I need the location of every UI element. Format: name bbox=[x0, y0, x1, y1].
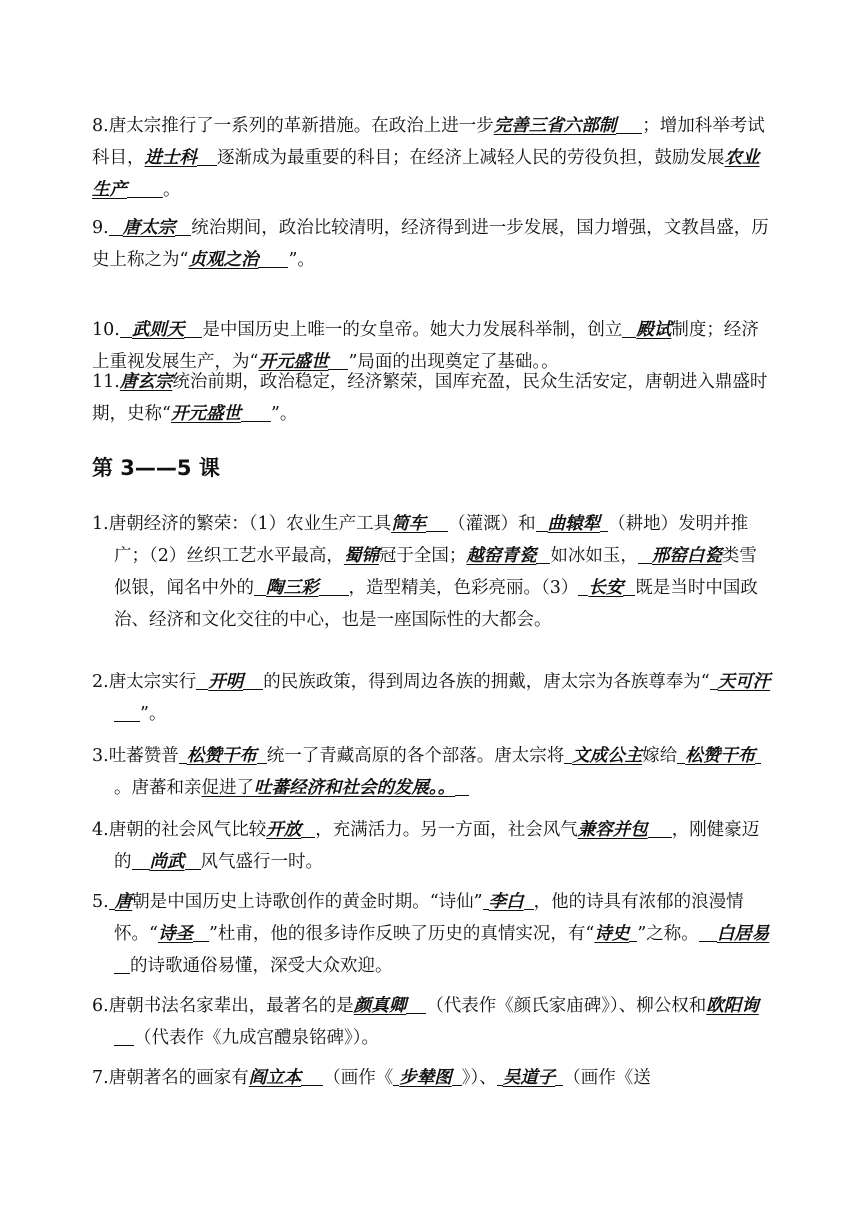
answer: 武则天 bbox=[131, 320, 185, 340]
answer: 李白 bbox=[488, 892, 524, 912]
answer: 吴道子 bbox=[502, 1068, 556, 1088]
section-heading: 第 3——5 课 bbox=[92, 456, 220, 480]
answer: 曲辕犁 bbox=[547, 514, 601, 534]
answer: 邢窑白瓷 bbox=[651, 546, 722, 566]
answer: 越窑青瓷 bbox=[466, 546, 537, 566]
answer: 蜀锦 bbox=[343, 546, 379, 566]
answer: 诗圣 bbox=[157, 924, 193, 944]
answer: 松赞干布 bbox=[685, 746, 756, 766]
answer: 兼容并包 bbox=[577, 820, 648, 840]
question-5: 5. 唐朝是中国历史上诗歌创作的黄金时期。“诗仙” 李白 ，他的诗具有浓郁的浪漫情怀。“诗圣 ”杜甫，他的很多诗作反映了历史的真情实况，有“诗史 ”之称。 白居易的诗歌通俗易懂，深受大众欢迎。 bbox=[92, 892, 770, 976]
question-1: 1.唐朝经济的繁荣：（1）农业生产工具筒车 （灌溉）和 曲辕犁 （耕地）发明并推广；（2）丝织工艺水平最高，蜀锦冠于全国；越窑青瓷 如冰如玉， 邢窑白瓷类雪似银，闻名中外的 陶三彩 ，造型精美，色彩亮丽。（3） 长安 既是当时中国政治、经济和文化交往的中心，也是一座国际性的大都会。 bbox=[92, 514, 758, 630]
answer: 长安 bbox=[588, 578, 624, 598]
answer: 进士科 bbox=[144, 148, 197, 168]
answer: 天可汗 bbox=[717, 672, 771, 692]
answer: 完善三省六部制 bbox=[493, 116, 617, 136]
answer: 唐玄宗 bbox=[119, 372, 173, 392]
answer: 贞观之治 bbox=[188, 250, 259, 270]
answer: 开放 bbox=[266, 820, 302, 840]
question-7: 7.唐朝著名的画家有阎立本 （画作《 步辇图 》）、 吴道子 （画作《送 bbox=[92, 1068, 651, 1088]
question-4: 4.唐朝的社会风气比较开放 ，充满活力。另一方面，社会风气兼容并包 ，刚健豪迈的 尚武 风气盛行一时。 bbox=[92, 820, 760, 872]
answer: 筒车 bbox=[391, 514, 427, 534]
question-3: 3.吐蕃赞普 松赞干布 统一了青藏高原的各个部落。唐太宗将 文成公主嫁给 松赞干布。唐蕃和亲促进了吐蕃经济和社会的发展。。 bbox=[92, 740, 772, 804]
answer: 欧阳询 bbox=[706, 996, 759, 1016]
answer: 开元盛世 bbox=[258, 352, 329, 372]
question-11: 11.唐玄宗统治前期，政治稳定，经济繁荣，国库充盈，民众生活安定，唐朝进入鼎盛时期，史称“开元盛世 ”。 bbox=[92, 372, 768, 424]
answer: 唐太宗 bbox=[122, 218, 176, 238]
answer: 步辇图 bbox=[399, 1068, 452, 1088]
question-10: 10. 武则天 是中国历史上唯一的女皇帝。她大力发展科举制，创立 殿试制度；经济上重视发展生产，为“开元盛世 ”局面的出现奠定了基础。。 bbox=[92, 320, 759, 372]
answer: 殿试 bbox=[636, 320, 672, 340]
answer: 农业生产 bbox=[92, 148, 760, 200]
answer: 开元盛世 bbox=[170, 404, 241, 424]
answer: 阎立本 bbox=[248, 1068, 302, 1088]
answer: 诗史 bbox=[594, 924, 630, 944]
answer: 陶三彩 bbox=[266, 578, 319, 598]
answer: 唐 bbox=[114, 892, 133, 912]
question-6: 6.唐朝书法名家辈出，最著名的是颜真卿 （代表作《颜氏家庙碑》）、柳公权和欧阳询（代表作《九成宫醴泉铭碑》）。 bbox=[92, 996, 759, 1048]
answer: 白居易 bbox=[716, 924, 770, 944]
answer: 尚武 bbox=[149, 852, 185, 872]
question-8: 8.唐太宗推行了一系列的革新措施。在政治上进一步完善三省六部制 ；增加科举考试科目，进士科 逐渐成为最重要的科目；在经济上减轻人民的劳役负担，鼓励发展农业生产 。 bbox=[92, 116, 765, 200]
answer: 颜真卿 bbox=[353, 996, 407, 1016]
answer: 吐蕃经济和社会的发展。。 bbox=[254, 778, 456, 798]
question-2: 2.唐太宗实行 开明 的民族政策，得到周边各族的拥戴，唐太宗为各族尊奉为“ 天可汗”。 bbox=[92, 672, 771, 724]
answer: 开明 bbox=[208, 672, 244, 692]
question-9: 9. 唐太宗 统治期间，政治比较清明，经济得到进一步发展，国力增强，文教昌盛，历史上称之为“贞观之治 ”。 bbox=[92, 218, 769, 270]
answer: 文成公主 bbox=[572, 746, 643, 766]
answer: 松赞干布 bbox=[186, 746, 257, 766]
